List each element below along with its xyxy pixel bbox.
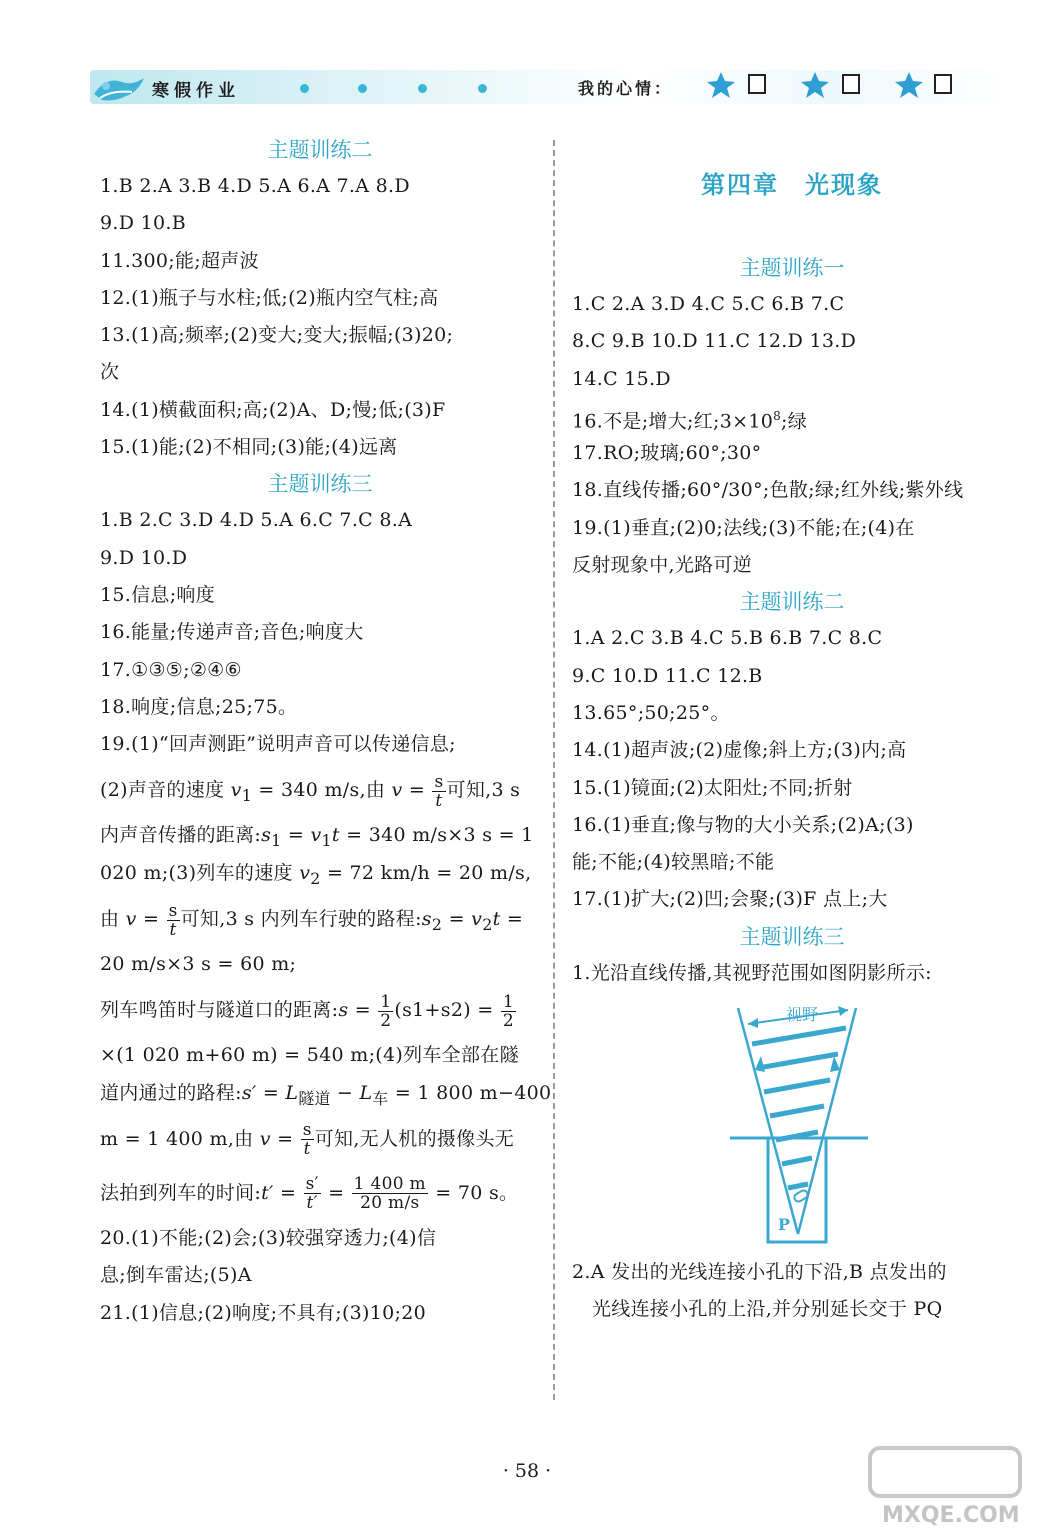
answer-line: 1.光沿直线传播,其视野范围如图阴影所示:	[572, 961, 932, 984]
answer-line: 1.B 2.A 3.B 4.D 5.A 6.A 7.A 8.D	[100, 175, 410, 197]
answer-line: 11.300;能;超声波	[100, 249, 259, 272]
text-run: 由	[100, 908, 126, 931]
answer-line: 14.(1)超声波;(2)虚像;斜上方;(3)内;高	[572, 739, 907, 762]
text-run: m = 1 400 m,由	[100, 1127, 260, 1150]
ray-arrow-right-icon	[830, 1056, 840, 1072]
answer-line: 由 v = $\frac{s}{t}$ 可知,3 s 内列车行驶的路程$:s_2 = v_2t$ =	[100, 900, 524, 940]
answer-line: 17.①③⑤;②④⑥	[100, 658, 242, 681]
mood-label: 我的心情：	[578, 79, 674, 98]
text-run: 道内通过的路程:	[100, 1081, 242, 1104]
answer-line: 17.RO;玻璃;60°;30°	[572, 442, 762, 465]
text-run: 可知,3 s	[446, 779, 521, 802]
answer-line: 1.C 2.A 3.D 4.C 5.C 6.B 7.C	[572, 293, 845, 315]
answer-line: 19.(1)“回声测距”说明声音可以传递信息;	[100, 733, 456, 756]
answer-line: 18.响度;信息;25;75。	[100, 695, 298, 718]
answer-line: 法拍到列车的时间:t′ = $\frac{s'}{t'}$ = $\frac{1 400 m}{20 m/s}$ = 70 s。	[100, 1174, 519, 1214]
chapter-title: 第四章 光现象	[701, 171, 883, 199]
answer-line: 8.C 9.B 10.D 11.C 12.D 13.D	[572, 330, 857, 353]
answer-line: 次	[100, 361, 120, 384]
answer-line: 21.(1)信息;(2)响度;不具有;(3)10;20	[100, 1301, 427, 1324]
answer-line: 14.C 15.D	[572, 367, 671, 390]
fraction: $\frac{1 400 m}{20 m/s}$	[353, 1174, 426, 1214]
answer-line: 13.65°;50;25°。	[572, 701, 730, 724]
answer-line: 能;不能;(4)较黑暗;不能	[572, 851, 775, 874]
left-column	[100, 132, 552, 1332]
answer-line: 20.(1)不能;(2)会;(3)较强穿透力;(4)信	[100, 1226, 437, 1249]
diagram-svg	[572, 998, 1012, 1250]
header-dot	[478, 84, 487, 93]
text-run: = 72 km/h = 20 m/s,	[320, 861, 532, 884]
text-run: = 70 s。	[428, 1181, 519, 1204]
text-run: (s1+s2) =	[394, 999, 500, 1022]
answer-line: 内声音传播的距离$:s_1 = v_1t = 340$ m/s×3 s = 1	[100, 824, 534, 851]
answer-line: 16.能量;传递声音;音色;响度大	[100, 621, 364, 644]
fraction: $\frac{s}{t}$	[168, 900, 178, 940]
fraction: $\frac{s'}{t'}$	[305, 1174, 319, 1214]
section-title: 主题训练二	[267, 138, 373, 162]
page-header	[0, 0, 1054, 120]
section-title: 主题训练三	[267, 472, 373, 497]
answer-line: 15.信息;响度	[100, 583, 216, 606]
text-run: =	[500, 908, 524, 931]
star-icon	[800, 71, 830, 99]
answer-line: (2)声音的速度 $v_1 = 340$ m/s,由 v = $\frac{s}{t}$ 可知,3 s	[100, 771, 521, 811]
text-run: = 340 m/s×3 s = 1	[339, 824, 534, 847]
text-run: 法拍到列车的时间:	[100, 1181, 262, 1204]
answer-line: 9.C 10.D 11.C 12.B	[572, 664, 763, 687]
answer-line: 14.(1)横截面积;高;(2)A、D;慢;低;(3)F	[100, 398, 446, 421]
arrow-head-icon	[838, 1006, 848, 1016]
text-run: 可知,3 s 内列车行驶的路程:	[180, 908, 422, 931]
mood-checkbox[interactable]	[934, 74, 952, 94]
answer-line: 17.(1)扩大;(2)凹;会聚;(3)F 点上;大	[572, 888, 888, 911]
header-dot	[418, 84, 427, 93]
answer-line: 16.(1)垂直;像与物的大小关系;(2)A;(3)	[572, 813, 914, 836]
field-of-view-diagram	[572, 998, 1012, 1250]
text-run: ;绿	[781, 410, 808, 433]
view-label: 视野	[786, 1005, 819, 1025]
shaded-region	[752, 1028, 846, 1188]
answer-line: 9.D 10.B	[100, 212, 186, 235]
right-column	[572, 132, 1012, 1329]
watermark-text: MXQE.COM	[882, 1503, 1020, 1528]
fraction: $\frac{1}{2}$	[380, 991, 392, 1031]
text-run: 列车鸣笛时与隧道口的距离:	[100, 999, 339, 1022]
text-run: 可知,无人机的摄像头无	[314, 1127, 515, 1150]
bird-logo-icon	[92, 72, 148, 106]
answer-line: 19.(1)垂直;(2)0;法线;(3)不能;在;(4)在	[572, 516, 915, 539]
text-run: = 340 m/s,由	[252, 779, 392, 802]
fraction: $\frac{s}{t}$	[434, 771, 444, 811]
answer-line: 12.(1)瓶子与水柱;低;(2)瓶内空气柱;高	[100, 286, 439, 309]
star-icon	[706, 71, 736, 99]
text-run: (2)声音的速度	[100, 779, 231, 802]
text-run: 020 m;(3)列车的速度	[100, 861, 300, 884]
fraction: $\frac{s}{t}$	[302, 1120, 312, 1160]
answer-line	[572, 398, 1012, 435]
answer-line: 9.D 10.D	[100, 546, 188, 569]
answer-line: 息;倒车雷达;(5)A	[100, 1264, 252, 1287]
star-icon	[894, 71, 924, 99]
section-title: 主题训练二	[739, 590, 845, 615]
answer-line: 1.B 2.C 3.D 4.D 5.A 6.C 7.C 8.A	[100, 509, 413, 532]
answer-line: 15.(1)镜面;(2)太阳灶;不同;折射	[572, 776, 853, 799]
mood-checkbox[interactable]	[842, 74, 860, 94]
answer-line: 光线连接小孔的上沿,并分别延长交于 PQ	[592, 1298, 943, 1321]
answer-line: 20 m/s×3 s = 60 m;	[100, 953, 297, 976]
answer-line: 列车鸣笛时与隧道口的距离:s = $\frac{1}{2}$ (s1+s2) = $\frac{1}{2}$	[100, 991, 514, 1031]
answer-line: ×(1 020 m+60 m) = 540 m;(4)列车全部在隧	[100, 1044, 519, 1067]
header-dot	[300, 84, 309, 93]
page-number: · 58 ·	[502, 1460, 552, 1482]
text-run: 内声音传播的距离:	[100, 824, 262, 847]
answer-line: 1.A 2.C 3.B 4.C 5.B 6.B 7.C 8.C	[572, 627, 883, 650]
answer-line: 020 m;(3)列车的速度 $v_2 = 72$ km/h = 20 m/s,	[100, 861, 532, 888]
header-title: 寒假作业	[152, 81, 240, 101]
watermark-logo	[860, 1440, 1040, 1530]
answer-line: 道内通过的路程:s′ = $L_{隧道} - L_车 = 1$ 800 m−400	[100, 1081, 552, 1108]
column-divider	[553, 140, 555, 1400]
answer-line: m = 1 400 m,由 v = $\frac{s}{t}$ 可知,无人机的摄像头无	[100, 1120, 515, 1160]
point-p-label: P	[778, 1215, 791, 1235]
text-run: 16.不是;增大;红;3×10	[572, 410, 774, 433]
text-run: = 1 800 m−400	[388, 1081, 552, 1104]
fraction: $\frac{1}{2}$	[502, 991, 514, 1031]
answer-line: 2.A 发出的光线连接小孔的下沿,B 点发出的	[572, 1261, 947, 1284]
section-title: 主题训练三	[739, 924, 845, 949]
answer-line: 18.直线传播;60°/30°;色散;绿;红外线;紫外线	[572, 479, 964, 502]
exponent: 8	[773, 408, 782, 423]
section-title: 主题训练一	[739, 256, 845, 280]
header-dot	[358, 84, 367, 93]
answer-line: 13.(1)高;频率;(2)变大;变大;振幅;(3)20;	[100, 324, 454, 347]
mood-checkbox[interactable]	[748, 74, 766, 94]
answer-line: 15.(1)能;(2)不相同;(3)能;(4)远离	[100, 436, 398, 459]
answer-line: 反射现象中,光路可逆	[572, 554, 753, 577]
